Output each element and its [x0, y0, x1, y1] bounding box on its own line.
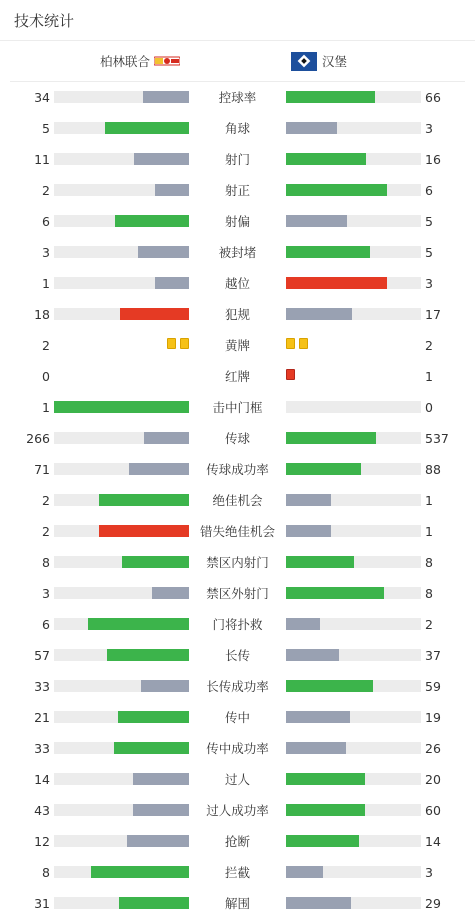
away-value: 0	[425, 400, 433, 415]
stat-row	[0, 547, 475, 578]
away-bar	[286, 773, 365, 785]
away-value: 59	[425, 679, 441, 694]
home-value: 266	[26, 431, 50, 446]
stat-row	[0, 82, 475, 113]
stat-label: 抢断	[224, 834, 250, 849]
home-bar	[133, 804, 189, 816]
away-value: 19	[425, 710, 441, 725]
stat-row	[0, 733, 475, 764]
away-bar	[286, 246, 370, 258]
home-bar	[115, 215, 189, 227]
home-value: 3	[42, 586, 50, 601]
union-berlin-crest-icon	[154, 55, 180, 67]
home-bar-track	[54, 618, 189, 630]
away-bar-track	[286, 866, 421, 878]
away-bar-track	[286, 184, 421, 196]
away-bar	[286, 277, 387, 289]
away-value: 8	[425, 586, 433, 601]
home-bar	[114, 742, 189, 754]
home-bar	[99, 525, 189, 537]
home-bar-track	[54, 246, 189, 258]
away-bar	[286, 91, 375, 103]
home-value: 34	[34, 90, 50, 105]
home-value: 0	[42, 369, 50, 384]
yellow-card-icon	[299, 338, 308, 349]
away-value: 26	[425, 741, 441, 756]
stat-row	[0, 361, 475, 392]
home-bar	[134, 153, 189, 165]
home-bar	[122, 556, 190, 568]
away-bar	[286, 153, 366, 165]
home-bar	[141, 680, 189, 692]
away-value: 2	[425, 338, 433, 353]
home-value: 33	[34, 741, 50, 756]
stat-row	[0, 640, 475, 671]
away-bar-track	[286, 711, 421, 723]
home-bar-track	[54, 463, 189, 475]
home-bar-track	[54, 153, 189, 165]
home-bar	[54, 401, 189, 413]
home-value: 12	[34, 834, 50, 849]
red-card-icon	[286, 369, 295, 380]
home-bar-track	[54, 587, 189, 599]
away-cards	[286, 338, 308, 352]
home-bar-track	[54, 680, 189, 692]
away-bar	[286, 835, 359, 847]
home-bar	[127, 835, 189, 847]
away-value: 16	[425, 152, 441, 167]
stats-header	[0, 0, 475, 41]
away-bar-track	[286, 401, 421, 413]
away-bar-track	[286, 91, 421, 103]
home-value: 6	[42, 617, 50, 632]
stat-row	[0, 330, 475, 361]
away-bar-track	[286, 308, 421, 320]
away-bar	[286, 122, 337, 134]
home-bar	[155, 184, 189, 196]
away-team-name: 汉堡	[322, 54, 348, 69]
away-bar	[286, 618, 320, 630]
away-value: 3	[425, 276, 433, 291]
away-bar	[286, 556, 354, 568]
stat-row	[0, 764, 475, 795]
away-bar	[286, 711, 350, 723]
away-value: 1	[425, 369, 433, 384]
stat-row	[0, 671, 475, 702]
away-bar-track	[286, 122, 421, 134]
stat-row	[0, 392, 475, 423]
stat-row	[0, 609, 475, 640]
away-bar	[286, 587, 384, 599]
home-bar-track	[54, 91, 189, 103]
away-value: 29	[425, 896, 441, 911]
away-bar-track	[286, 649, 421, 661]
away-bar-track	[286, 277, 421, 289]
stat-label: 射门	[224, 152, 250, 167]
away-bar	[286, 680, 373, 692]
away-bar	[286, 525, 331, 537]
home-bar-track	[54, 308, 189, 320]
away-bar	[286, 215, 347, 227]
stat-label: 错失绝佳机会	[199, 524, 275, 539]
stat-label: 过人	[224, 772, 250, 787]
away-bar	[286, 649, 339, 661]
home-bar-track	[54, 184, 189, 196]
stat-label: 红牌	[224, 369, 250, 384]
stat-row	[0, 795, 475, 826]
home-bar	[91, 866, 189, 878]
stat-label: 长传成功率	[206, 679, 269, 694]
home-bar	[133, 773, 189, 785]
away-bar-track	[286, 556, 421, 568]
home-bar-track	[54, 215, 189, 227]
stat-label: 门将扑救	[212, 617, 263, 632]
away-bar-track	[286, 587, 421, 599]
stat-label: 过人成功率	[206, 803, 269, 818]
home-value: 71	[34, 462, 50, 477]
away-bar-track	[286, 246, 421, 258]
home-bar	[129, 463, 189, 475]
stat-row	[0, 206, 475, 237]
home-bar-track	[54, 432, 189, 444]
away-bar	[286, 866, 323, 878]
home-bar	[118, 711, 189, 723]
away-bar-track	[286, 463, 421, 475]
stat-label: 绝佳机会	[212, 493, 263, 508]
home-value: 2	[42, 524, 50, 539]
away-value: 2	[425, 617, 433, 632]
stat-row	[0, 516, 475, 547]
away-bar	[286, 432, 376, 444]
home-value: 2	[42, 183, 50, 198]
home-value: 18	[34, 307, 50, 322]
home-bar-track	[54, 835, 189, 847]
home-bar	[88, 618, 189, 630]
home-bar	[152, 587, 189, 599]
away-value: 60	[425, 803, 441, 818]
yellow-card-icon	[167, 338, 176, 349]
home-value: 11	[34, 152, 50, 167]
away-value: 17	[425, 307, 441, 322]
home-value: 1	[42, 400, 50, 415]
home-value: 5	[42, 121, 50, 136]
home-bar	[155, 277, 189, 289]
stat-row	[0, 485, 475, 516]
home-bar	[107, 649, 189, 661]
home-value: 43	[34, 803, 50, 818]
stat-row	[0, 144, 475, 175]
home-bar	[105, 122, 189, 134]
home-value: 2	[42, 338, 50, 353]
stat-label: 射正	[224, 183, 250, 198]
stat-row	[0, 237, 475, 268]
away-value: 1	[425, 493, 433, 508]
away-bar-track	[286, 525, 421, 537]
away-bar	[286, 742, 346, 754]
away-bar-track	[286, 897, 421, 909]
stat-row	[0, 423, 475, 454]
stat-row	[0, 888, 475, 919]
stat-label: 控球率	[218, 90, 257, 105]
home-bar-track	[54, 649, 189, 661]
home-bar-track	[54, 401, 189, 413]
stat-label: 击中门框	[212, 400, 263, 415]
stat-row	[0, 268, 475, 299]
home-bar	[99, 494, 189, 506]
home-cards	[167, 338, 189, 352]
home-bar-track	[54, 494, 189, 506]
away-bar-track	[286, 432, 421, 444]
away-bar-track	[286, 835, 421, 847]
home-value: 14	[34, 772, 50, 787]
away-value: 3	[425, 121, 433, 136]
home-value: 57	[34, 648, 50, 663]
stat-row	[0, 175, 475, 206]
away-cards	[286, 369, 295, 383]
away-value: 6	[425, 183, 433, 198]
stat-label: 黄牌	[224, 338, 250, 353]
away-value: 5	[425, 245, 433, 260]
away-value: 20	[425, 772, 441, 787]
stat-row	[0, 702, 475, 733]
home-bar-track	[54, 525, 189, 537]
home-bar-track	[54, 556, 189, 568]
home-value: 2	[42, 493, 50, 508]
stat-label: 传球	[224, 431, 250, 446]
home-value: 8	[42, 555, 50, 570]
home-value: 6	[42, 214, 50, 229]
home-bar	[144, 432, 189, 444]
stat-label: 传中成功率	[206, 741, 269, 756]
stat-label: 角球	[224, 121, 250, 136]
stat-row	[0, 299, 475, 330]
away-value: 5	[425, 214, 433, 229]
home-value: 21	[34, 710, 50, 725]
home-value: 33	[34, 679, 50, 694]
away-bar	[286, 494, 331, 506]
away-bar	[286, 897, 351, 909]
stat-label: 禁区内射门	[206, 555, 269, 570]
stat-row	[0, 454, 475, 485]
stat-row	[0, 113, 475, 144]
home-bar	[120, 308, 189, 320]
stat-row	[0, 826, 475, 857]
away-value: 37	[425, 648, 441, 663]
team-header-row	[10, 41, 465, 82]
home-value: 1	[42, 276, 50, 291]
stats-list	[0, 82, 475, 919]
stat-row	[0, 578, 475, 609]
page-title: 技术统计	[14, 11, 75, 30]
away-value: 8	[425, 555, 433, 570]
stat-label: 传中	[224, 710, 250, 725]
home-value: 31	[34, 896, 50, 911]
home-bar-track	[54, 866, 189, 878]
home-bar	[119, 897, 189, 909]
stat-label: 犯规	[224, 307, 250, 322]
stat-label: 长传	[224, 648, 250, 663]
stat-label: 射偏	[224, 214, 250, 229]
home-value: 3	[42, 245, 50, 260]
away-value: 66	[425, 90, 441, 105]
away-bar-track	[286, 804, 421, 816]
home-team-name: 柏林联合	[99, 54, 150, 69]
away-bar-track	[286, 618, 421, 630]
away-bar	[286, 308, 352, 320]
home-bar-track	[54, 773, 189, 785]
stat-label: 解围	[224, 896, 250, 911]
home-value: 8	[42, 865, 50, 880]
stat-label: 被封堵	[218, 245, 257, 260]
hsv-crest-icon	[291, 52, 317, 71]
away-bar-track	[286, 680, 421, 692]
away-bar-track	[286, 153, 421, 165]
home-bar-track	[54, 804, 189, 816]
away-bar	[286, 463, 361, 475]
home-bar-track	[54, 742, 189, 754]
stat-row	[0, 857, 475, 888]
yellow-card-icon	[286, 338, 295, 349]
away-value: 1	[425, 524, 433, 539]
away-bar	[286, 804, 365, 816]
away-bar	[286, 184, 387, 196]
away-value: 537	[425, 431, 449, 446]
away-bar-track	[286, 215, 421, 227]
home-bar-track	[54, 711, 189, 723]
stat-label: 传球成功率	[206, 462, 269, 477]
home-bar-track	[54, 277, 189, 289]
away-value: 14	[425, 834, 441, 849]
home-bar	[143, 91, 189, 103]
home-bar-track	[54, 122, 189, 134]
home-bar-track	[54, 897, 189, 909]
home-bar	[138, 246, 189, 258]
away-team[interactable]	[291, 41, 347, 81]
away-bar-track	[286, 742, 421, 754]
stat-label: 禁区外射门	[206, 586, 269, 601]
away-bar-track	[286, 773, 421, 785]
away-value: 88	[425, 462, 441, 477]
away-value: 3	[425, 865, 433, 880]
away-bar-track	[286, 494, 421, 506]
stat-label: 越位	[224, 276, 250, 291]
yellow-card-icon	[180, 338, 189, 349]
stat-label: 拦截	[224, 865, 250, 880]
home-team[interactable]	[100, 41, 180, 81]
